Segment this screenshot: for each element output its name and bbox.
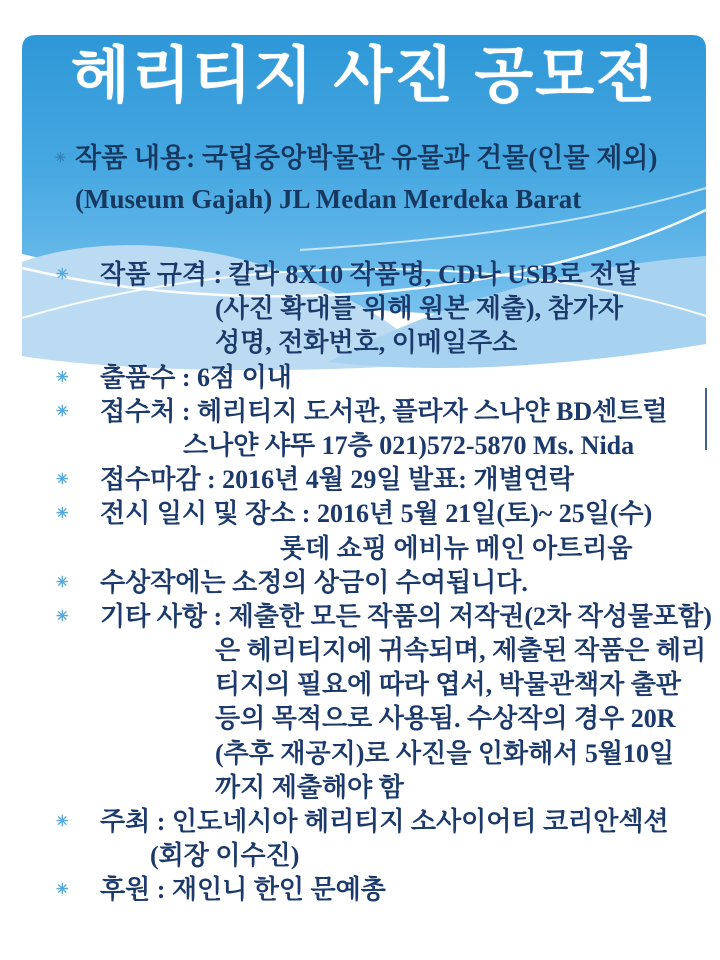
detail-line <box>0 600 720 634</box>
intro-line-2: (Museum Gajah) JL Medan Merdeka Barat <box>75 184 582 214</box>
asterisk-bullet-icon: ✳ <box>56 506 69 523</box>
detail-line <box>0 873 720 907</box>
detail-text: 스나얀 샤뚜 17층 021)572-5870 Ms. Nida <box>183 430 635 460</box>
asterisk-bullet-icon: ✳ <box>56 814 69 830</box>
detail-text: 후원 : 재인니 한인 문예총 <box>100 875 386 905</box>
detail-text: 성명, 전화번호, 이메일주소 <box>215 328 518 358</box>
detail-line-continuation <box>0 532 720 566</box>
detail-text: 출품수 : 6점 이내 <box>100 362 292 392</box>
detail-line-continuation <box>0 771 720 805</box>
detail-text: 티지의 필요에 따라 엽서, 박물관책자 출판 <box>215 670 681 700</box>
detail-line-continuation <box>0 292 720 326</box>
detail-line-continuation <box>0 839 720 873</box>
detail-text: 롯데 쇼핑 에비뉴 메인 아트리움 <box>280 533 633 563</box>
asterisk-bullet-icon: ✳ <box>56 608 69 625</box>
asterisk-bullet-icon: ✳ <box>55 150 66 165</box>
detail-text: (회장 이수진) <box>150 841 300 871</box>
detail-line-continuation <box>0 326 720 360</box>
edge-artifact-line <box>705 388 707 450</box>
detail-line-continuation <box>0 737 720 771</box>
detail-text: (사진 확대를 위해 원본 제출), 참가자 <box>215 294 623 324</box>
detail-text: (추후 재공지)로 사진을 인화해서 5월10일 <box>215 738 675 768</box>
asterisk-bullet-icon: ✳ <box>56 574 69 591</box>
detail-text: 접수처 : 헤리티지 도서관, 플라자 스나얀 BD센트럴 <box>100 396 668 426</box>
detail-text: 수상작에는 소정의 상금이 수여됩니다. <box>100 567 528 597</box>
detail-text: 작품 규격 : 칼라 8X10 작품명, CD나 USB로 전달 <box>100 260 640 289</box>
detail-line <box>0 258 720 292</box>
detail-text: 전시 일시 및 장소 : 2016년 5월 21일(토)~ 25일(수) <box>100 499 653 529</box>
detail-line-continuation <box>0 634 720 668</box>
detail-text: 까지 제출해야 함 <box>215 772 404 802</box>
detail-text: 은 헤리티지에 귀속되며, 제출된 작품은 헤리 <box>215 636 707 666</box>
asterisk-bullet-icon: ✳ <box>56 472 69 489</box>
asterisk-bullet-icon: ✳ <box>56 882 69 899</box>
detail-line <box>0 463 720 497</box>
asterisk-bullet-icon: ✳ <box>56 369 69 386</box>
detail-line-continuation <box>0 702 720 736</box>
intro-line-1: 작품 내용: 국립중앙박물관 유물과 건물(인물 제외) <box>75 143 658 173</box>
detail-text: 주최 : 인도네시아 헤리티지 소사이어티 코리안섹션 <box>100 807 669 836</box>
detail-line <box>0 395 720 429</box>
detail-line <box>0 805 720 839</box>
detail-text: 접수마감 : 2016년 4월 29일 발표: 개별연락 <box>100 465 574 495</box>
page-title: 헤리티지 사진 공모전 <box>70 41 658 109</box>
asterisk-bullet-icon: ✳ <box>56 403 69 420</box>
detail-line <box>0 361 720 395</box>
details-list <box>0 258 720 908</box>
detail-line-continuation <box>0 429 720 463</box>
detail-line <box>0 497 720 531</box>
detail-text: 등의 목적으로 사용됨. 수상작의 경우 20R <box>215 704 676 734</box>
detail-line-continuation <box>0 668 720 702</box>
intro-block <box>55 138 715 220</box>
asterisk-bullet-icon: ✳ <box>56 267 69 283</box>
detail-text: 기타 사항 : 제출한 모든 작품의 저작권(2차 작성물포함) <box>100 601 712 631</box>
detail-line <box>0 566 720 600</box>
